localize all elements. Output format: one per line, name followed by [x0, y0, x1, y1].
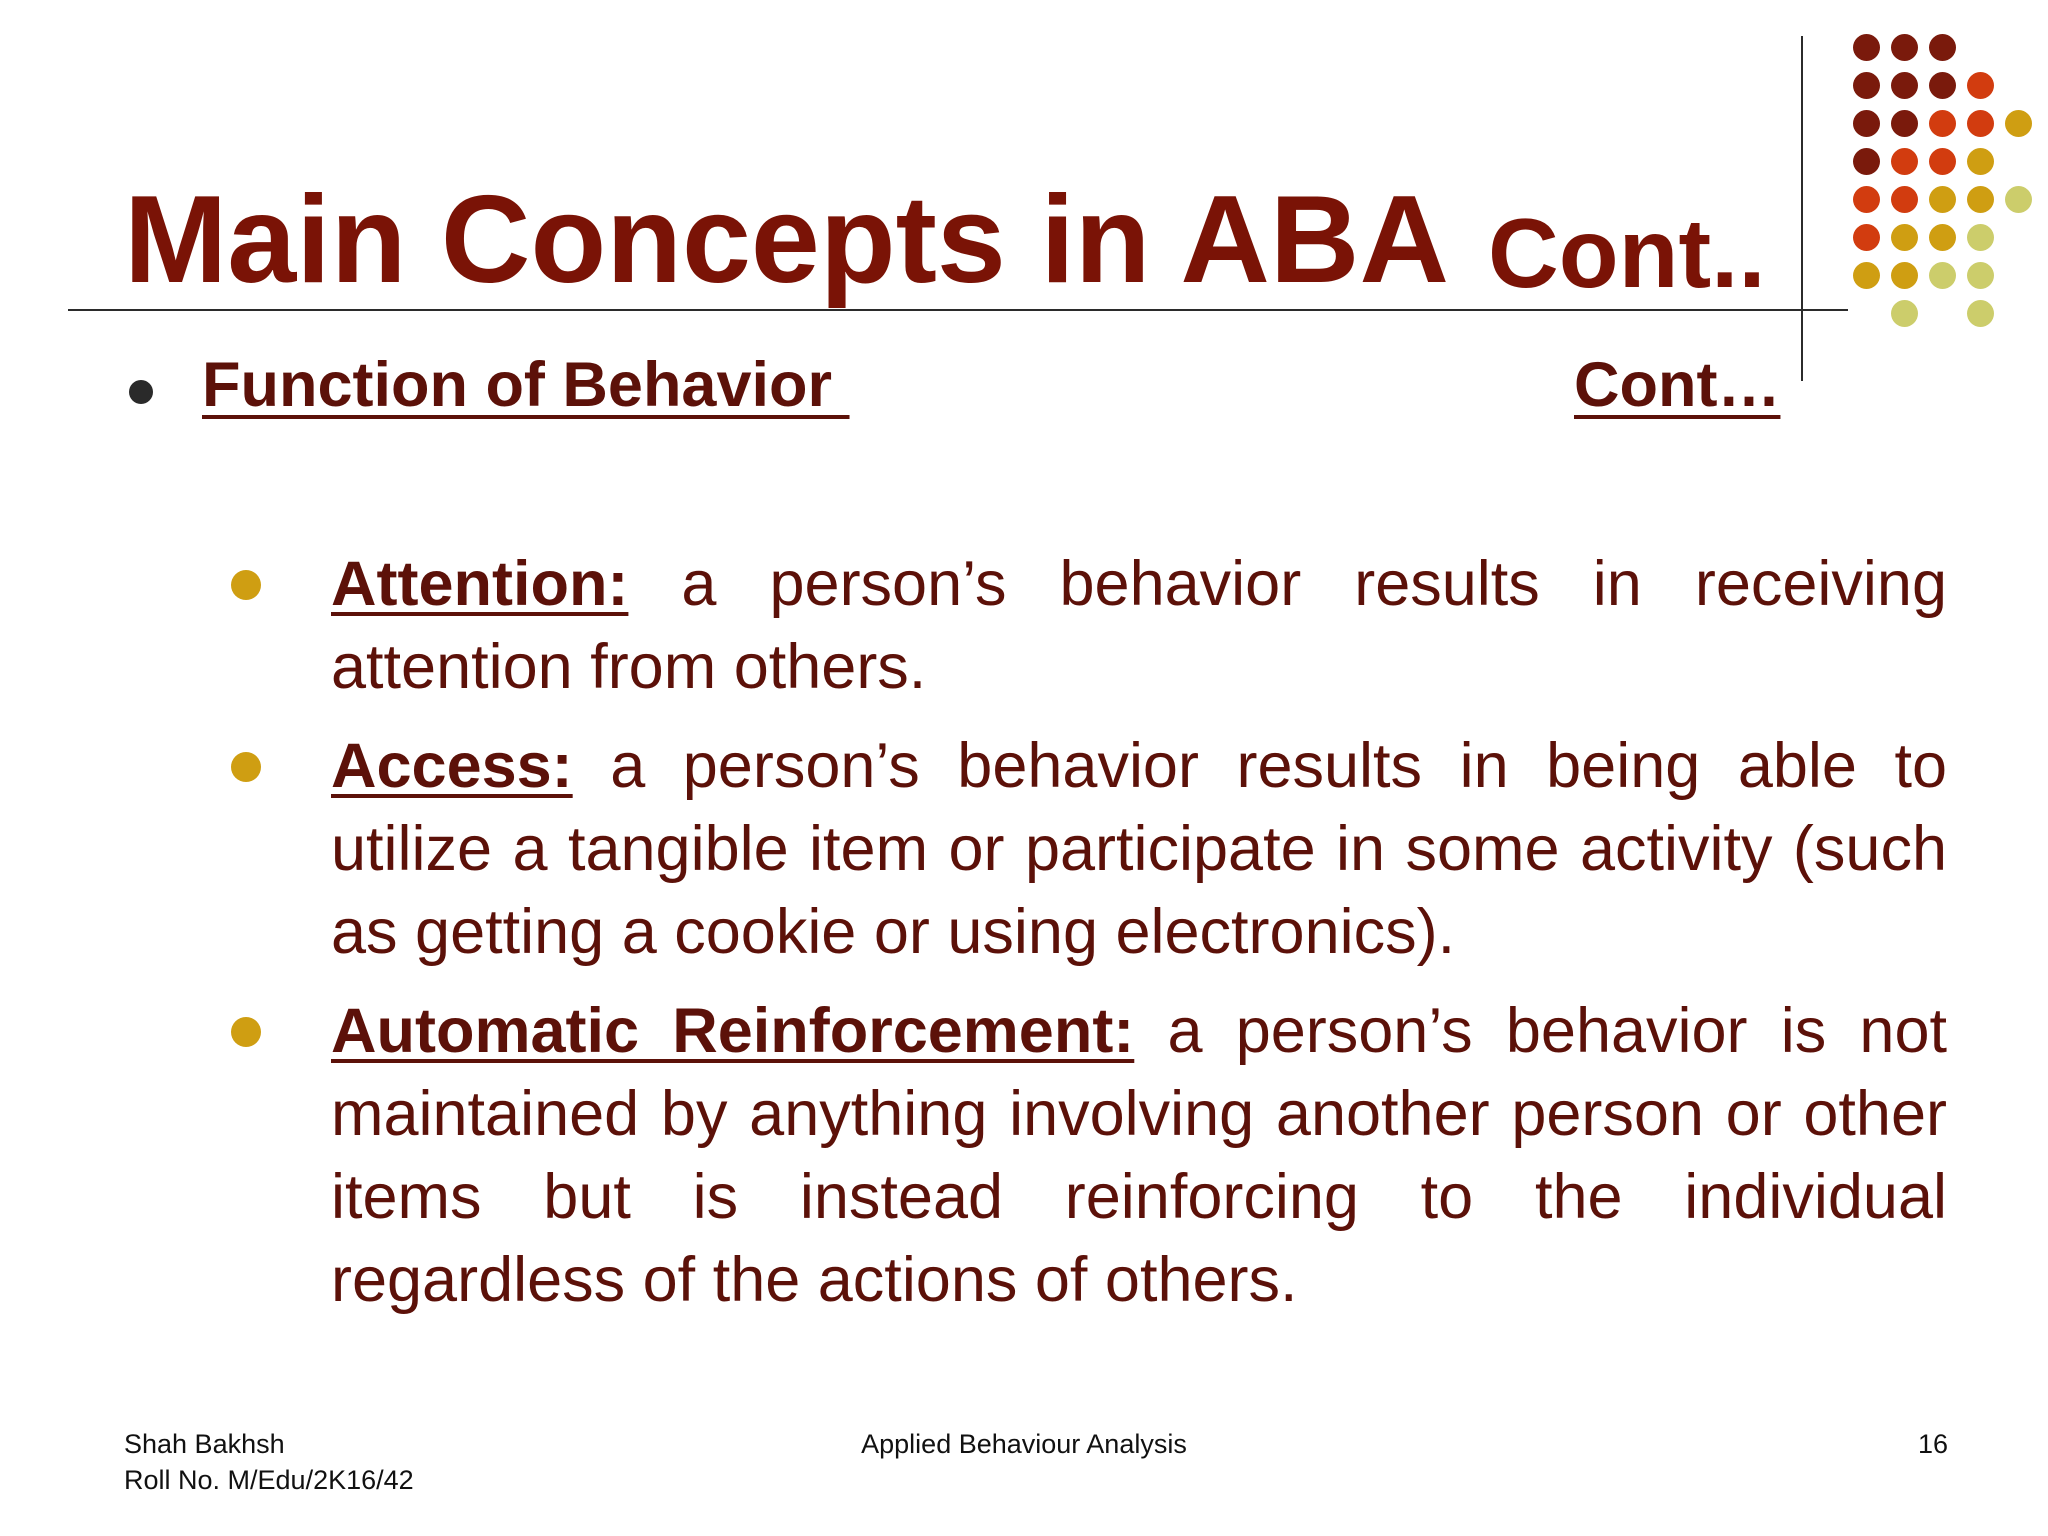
dot-dark-red [1853, 148, 1880, 175]
dot-dark-red [1891, 34, 1918, 61]
dot-olive [1929, 262, 1956, 289]
bullet-term: Automatic Reinforcement: [331, 996, 1135, 1066]
dot-olive [1967, 300, 1994, 327]
dot-orange [1891, 148, 1918, 175]
dot-dark-red [1929, 72, 1956, 99]
dot-gold [2005, 110, 2032, 137]
vertical-divider [1801, 36, 1803, 381]
bullet-item-access [331, 725, 1947, 974]
dot-orange [1853, 186, 1880, 213]
footer-author: Shah Bakhsh [124, 1429, 285, 1459]
footer-page-number: 16 [1917, 1429, 1948, 1459]
dot-gold [1967, 186, 1994, 213]
dot-dark-red [1853, 34, 1880, 61]
bullet-item-automatic-reinforcement [331, 990, 1947, 1322]
bullet-list [331, 543, 1947, 1338]
slide-title: Main Concepts in ABA [124, 171, 1450, 309]
dot-olive [1967, 262, 1994, 289]
dot-dark-red [1891, 110, 1918, 137]
dot-orange [1929, 148, 1956, 175]
subheading-continued-label: Cont… [1574, 350, 1781, 420]
bullet-term: Attention: [331, 549, 629, 619]
bullet-icon [231, 1017, 261, 1047]
dot-gold [1891, 262, 1918, 289]
dot-dark-red [1891, 72, 1918, 99]
bullet-text: a person’s behavior results in being able to utilize a tangible item or participate in some activity (such as getting a cookie or using electronics). [331, 731, 1947, 967]
dot-orange [1967, 72, 1994, 99]
dot-gold [1967, 148, 1994, 175]
dot-olive [1967, 224, 1994, 251]
dot-orange [1853, 224, 1880, 251]
title-continued-label: Cont.. [1488, 198, 1766, 308]
bullet-item-attention [331, 543, 1947, 709]
dot-olive [1891, 300, 1918, 327]
subheading: Function of Behavior [202, 350, 850, 420]
bullet-icon [231, 570, 261, 600]
title-divider [68, 309, 1848, 311]
bullet-text: a person’s behavior is not maintained by anything involving another person or other items but is instead reinforcing to the individual regardless of the actions of others. [331, 996, 1947, 1315]
bullet-text: a person’s behavior results in receiving attention from others. [331, 549, 1947, 702]
dot-gold [1929, 186, 1956, 213]
dot-orange [1891, 186, 1918, 213]
dot-gold [1853, 262, 1880, 289]
bullet-icon [231, 752, 261, 782]
dot-orange [1929, 110, 1956, 137]
dot-dark-red [1929, 34, 1956, 61]
dot-gold [1891, 224, 1918, 251]
dot-dark-red [1853, 110, 1880, 137]
dot-gold [1929, 224, 1956, 251]
footer-subject: Applied Behaviour Analysis [861, 1429, 1187, 1459]
dot-olive [2005, 186, 2032, 213]
dot-orange [1967, 110, 1994, 137]
dot-dark-red [1853, 72, 1880, 99]
bullet-icon [129, 380, 153, 404]
footer-roll-number: Roll No. M/Edu/2K16/42 [124, 1465, 414, 1495]
bullet-term: Access: [331, 731, 573, 801]
